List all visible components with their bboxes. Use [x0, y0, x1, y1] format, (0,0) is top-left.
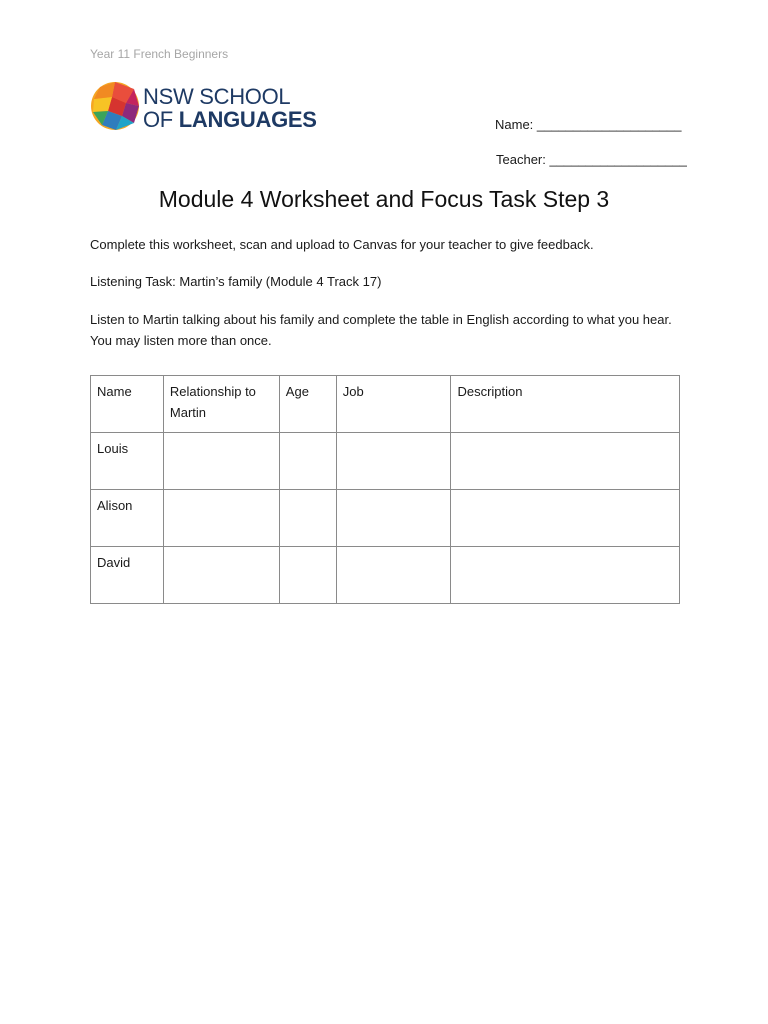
- logo-line-1: NSW SCHOOL: [143, 84, 291, 109]
- header-age: Age: [279, 376, 336, 433]
- job-cell[interactable]: [336, 490, 451, 547]
- family-table: [90, 375, 680, 604]
- logo-mosaic-icon: [90, 79, 142, 133]
- table-row: [91, 433, 680, 490]
- page-title: Module 4 Worksheet and Focus Task Step 3: [158, 186, 610, 212]
- student-name-field[interactable]: Name: ____________________: [495, 117, 682, 132]
- teacher-name-field[interactable]: Teacher: ___________________: [496, 152, 687, 167]
- logo-text: [143, 85, 317, 131]
- description-cell[interactable]: [451, 547, 680, 604]
- header-job: Job: [336, 376, 451, 433]
- age-cell[interactable]: [279, 433, 336, 490]
- instruction-listen: Listen to Martin talking about his family and complete the table in English according to what you hear. You may listen more than once.: [90, 312, 672, 348]
- relationship-cell[interactable]: [163, 433, 279, 490]
- description-cell[interactable]: [451, 490, 680, 547]
- relationship-cell[interactable]: [163, 547, 279, 604]
- row-name-cell: David: [91, 547, 164, 604]
- row-name-cell: Louis: [91, 433, 164, 490]
- age-cell[interactable]: [279, 547, 336, 604]
- header-relationship: Relationship to Martin: [163, 376, 279, 433]
- header-name: Name: [91, 376, 164, 433]
- description-cell[interactable]: [451, 433, 680, 490]
- logo-line-2-bold: LANGUAGES: [178, 107, 317, 132]
- job-cell[interactable]: [336, 433, 451, 490]
- logo-line-2: [143, 108, 317, 131]
- table-row: [91, 547, 680, 604]
- job-cell[interactable]: [336, 547, 451, 604]
- logo-line-2-prefix: OF: [143, 107, 179, 132]
- course-header: Year 11 French Beginners: [90, 47, 229, 61]
- listening-task-label: Listening Task: Martin’s family (Module 4 Track 17): [90, 274, 382, 289]
- table-header-row: [91, 376, 680, 433]
- nsw-school-of-languages-logo: [90, 79, 317, 135]
- row-name-cell: Alison: [91, 490, 164, 547]
- age-cell[interactable]: [279, 490, 336, 547]
- instruction-upload: Complete this worksheet, scan and upload to Canvas for your teacher to give feedback.: [90, 237, 594, 252]
- table-row: [91, 490, 680, 547]
- relationship-cell[interactable]: [163, 490, 279, 547]
- header-description: Description: [451, 376, 680, 433]
